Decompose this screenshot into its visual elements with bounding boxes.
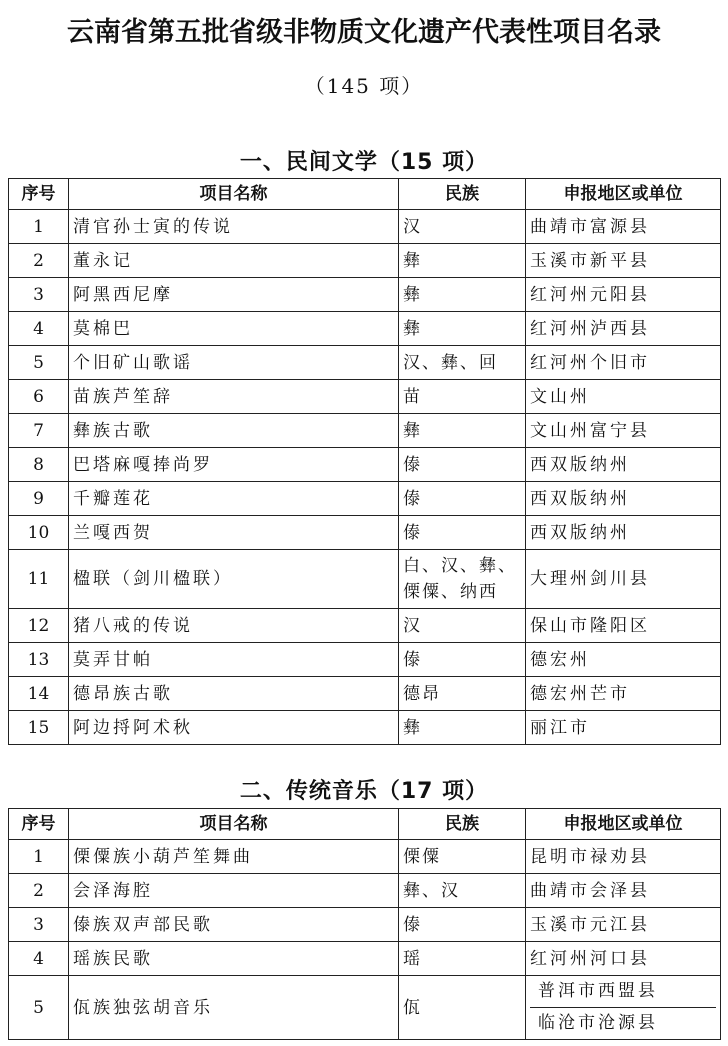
table-header-row xyxy=(9,809,721,840)
header-name: 项目名称 xyxy=(69,809,399,840)
row-no: 6 xyxy=(9,380,69,414)
row-no: 2 xyxy=(9,874,69,908)
row-name: 傈僳族小葫芦笙舞曲 xyxy=(69,840,399,874)
row-no: 11 xyxy=(9,550,69,609)
row-region: 西双版纳州 xyxy=(526,448,721,482)
row-name: 德昂族古歌 xyxy=(69,677,399,711)
row-ethnicity: 汉、彝、回 xyxy=(399,346,526,380)
table-row xyxy=(9,516,721,550)
row-no: 4 xyxy=(9,312,69,346)
row-region: 红河州个旧市 xyxy=(526,346,721,380)
row-name: 兰嘎西贺 xyxy=(69,516,399,550)
row-no: 3 xyxy=(9,908,69,942)
row-ethnicity: 汉 xyxy=(399,609,526,643)
table-row xyxy=(9,550,721,609)
row-region-line1: 普洱市西盟县 xyxy=(530,976,716,1008)
table-row xyxy=(9,482,721,516)
row-ethnicity: 德昂 xyxy=(399,677,526,711)
row-ethnicity-line2: 傈僳、纳西 xyxy=(403,582,498,602)
row-no: 5 xyxy=(9,346,69,380)
table-row xyxy=(9,210,721,244)
table-row xyxy=(9,677,721,711)
table-row xyxy=(9,942,721,976)
row-region: 丽江市 xyxy=(526,711,721,745)
header-name: 项目名称 xyxy=(69,179,399,210)
row-ethnicity: 彝 xyxy=(399,414,526,448)
header-no: 序号 xyxy=(9,179,69,210)
row-ethnicity: 彝 xyxy=(399,278,526,312)
header-ethnicity: 民族 xyxy=(399,809,526,840)
row-name: 傣族双声部民歌 xyxy=(69,908,399,942)
table-row xyxy=(9,840,721,874)
row-ethnicity: 瑶 xyxy=(399,942,526,976)
row-region: 玉溪市元江县 xyxy=(526,908,721,942)
row-ethnicity: 彝、汉 xyxy=(399,874,526,908)
row-ethnicity: 傣 xyxy=(399,482,526,516)
row-name: 莫弄甘帕 xyxy=(69,643,399,677)
row-region: 西双版纳州 xyxy=(526,482,721,516)
row-name: 巴塔麻嘎捧尚罗 xyxy=(69,448,399,482)
row-ethnicity-line1: 白、汉、彝、 xyxy=(403,556,517,576)
row-no: 14 xyxy=(9,677,69,711)
row-no: 4 xyxy=(9,942,69,976)
row-name: 莫棉巴 xyxy=(69,312,399,346)
table-row xyxy=(9,448,721,482)
row-region: 西双版纳州 xyxy=(526,516,721,550)
row-name: 楹联（剑川楹联） xyxy=(69,550,399,609)
row-ethnicity: 傈僳 xyxy=(399,840,526,874)
row-region-line2: 临沧市沧源县 xyxy=(538,1013,658,1033)
row-name: 瑶族民歌 xyxy=(69,942,399,976)
table-row xyxy=(9,609,721,643)
table-row xyxy=(9,908,721,942)
table-header-row xyxy=(9,179,721,210)
table-row xyxy=(9,278,721,312)
row-region: 德宏州芒市 xyxy=(526,677,721,711)
row-no: 10 xyxy=(9,516,69,550)
row-region: 德宏州 xyxy=(526,643,721,677)
row-name: 佤族独弦胡音乐 xyxy=(69,976,399,1040)
row-ethnicity: 傣 xyxy=(399,516,526,550)
row-name: 苗族芦笙辞 xyxy=(69,380,399,414)
row-name: 董永记 xyxy=(69,244,399,278)
row-region: 红河州河口县 xyxy=(526,942,721,976)
table-row xyxy=(9,244,721,278)
row-ethnicity: 佤 xyxy=(399,976,526,1040)
row-no: 13 xyxy=(9,643,69,677)
row-no: 7 xyxy=(9,414,69,448)
row-no: 2 xyxy=(9,244,69,278)
row-region: 曲靖市会泽县 xyxy=(526,874,721,908)
row-name: 会泽海腔 xyxy=(69,874,399,908)
row-ethnicity: 苗 xyxy=(399,380,526,414)
row-region xyxy=(526,976,721,1040)
table-row xyxy=(9,976,721,1040)
row-ethnicity: 傣 xyxy=(399,643,526,677)
section-title-folk-literature: 一、民间文学（15 项） xyxy=(239,150,489,175)
header-region: 申报地区或单位 xyxy=(526,179,721,210)
row-region: 红河州元阳县 xyxy=(526,278,721,312)
table-row xyxy=(9,312,721,346)
table-row xyxy=(9,874,721,908)
row-no: 8 xyxy=(9,448,69,482)
row-no: 1 xyxy=(9,210,69,244)
row-ethnicity: 汉 xyxy=(399,210,526,244)
row-name: 彝族古歌 xyxy=(69,414,399,448)
row-no: 5 xyxy=(9,976,69,1040)
row-ethnicity xyxy=(399,550,526,609)
row-ethnicity: 彝 xyxy=(399,711,526,745)
header-no: 序号 xyxy=(9,809,69,840)
folk-literature-table xyxy=(8,178,721,745)
row-ethnicity: 彝 xyxy=(399,312,526,346)
row-name: 阿边捋阿术秋 xyxy=(69,711,399,745)
document-title: 云南省第五批省级非物质文化遗产代表性项目名录 xyxy=(67,17,661,48)
traditional-music-table xyxy=(8,808,721,1040)
row-no: 12 xyxy=(9,609,69,643)
row-region: 曲靖市富源县 xyxy=(526,210,721,244)
row-region: 文山州富宁县 xyxy=(526,414,721,448)
row-name: 阿黑西尼摩 xyxy=(69,278,399,312)
row-name: 猪八戒的传说 xyxy=(69,609,399,643)
row-name: 个旧矿山歌谣 xyxy=(69,346,399,380)
header-ethnicity: 民族 xyxy=(399,179,526,210)
row-no: 1 xyxy=(9,840,69,874)
document-subtitle: （145 项） xyxy=(304,74,424,98)
table-row xyxy=(9,380,721,414)
table-row xyxy=(9,414,721,448)
section-title-traditional-music: 二、传统音乐（17 项） xyxy=(239,779,489,804)
header-region: 申报地区或单位 xyxy=(526,809,721,840)
row-region: 文山州 xyxy=(526,380,721,414)
table-row xyxy=(9,643,721,677)
row-region: 保山市隆阳区 xyxy=(526,609,721,643)
row-ethnicity: 傣 xyxy=(399,448,526,482)
table-row xyxy=(9,711,721,745)
row-ethnicity: 傣 xyxy=(399,908,526,942)
row-region: 红河州泸西县 xyxy=(526,312,721,346)
row-name: 清官孙士寅的传说 xyxy=(69,210,399,244)
row-no: 15 xyxy=(9,711,69,745)
row-region: 昆明市禄劝县 xyxy=(526,840,721,874)
table-row xyxy=(9,346,721,380)
row-region: 玉溪市新平县 xyxy=(526,244,721,278)
row-ethnicity: 彝 xyxy=(399,244,526,278)
row-name: 千瓣莲花 xyxy=(69,482,399,516)
row-no: 3 xyxy=(9,278,69,312)
row-no: 9 xyxy=(9,482,69,516)
row-region: 大理州剑川县 xyxy=(526,550,721,609)
